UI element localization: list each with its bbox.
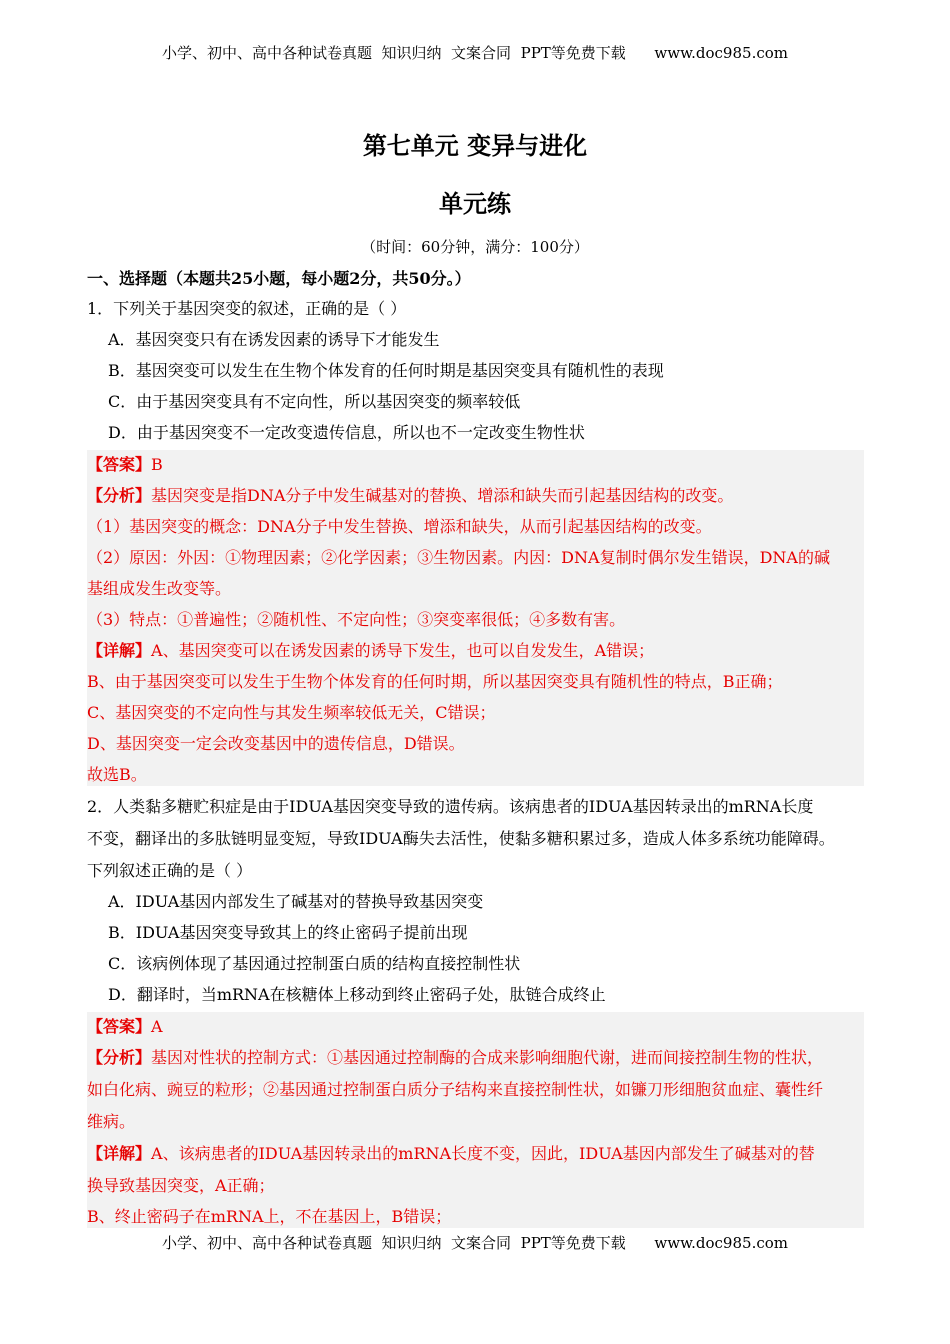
question-1-detail xyxy=(87,635,654,666)
question-2-stem-line-3: 下列叙述正确的是（ ） xyxy=(87,861,253,880)
analysis-line-3: 维病。 xyxy=(87,1112,136,1131)
question-1-option-b: B．基因突变可以发生在生物个体发育的任何时期是基因突变具有随机性的表现 xyxy=(108,361,664,380)
detail-label: 【详解】 xyxy=(87,1144,152,1163)
question-2-analysis xyxy=(87,1042,823,1073)
detail-line-b: B、由于基因突变可以发生于生物个体发育的任何时期，所以基因突变具有随机性的特点，B正确； xyxy=(87,672,783,691)
question-1-stem: 1．下列关于基因突变的叙述，正确的是（ ） xyxy=(87,299,407,318)
detail-line-3: B、终止密码子在mRNA上，不在基因上，B错误； xyxy=(87,1207,452,1226)
detail-conclusion: 故选B。 xyxy=(87,765,147,784)
answer-value: A xyxy=(151,1017,163,1036)
detail-line-d: D、基因突变一定会改变基因中的遗传信息，D错误。 xyxy=(87,734,465,753)
question-1-option-d: D．由于基因突变不一定改变遗传信息，所以也不一定改变生物性状 xyxy=(108,423,585,442)
detail-line-1: A、该病患者的IDUA基因转录出的mRNA长度不变，因此，IDUA基因内部发生了碱基对的替 xyxy=(151,1144,815,1163)
answer-label: 【答案】 xyxy=(87,455,152,474)
answer-value: B xyxy=(151,455,163,474)
question-2-option-c: C．该病例体现了基因通过控制蛋白质的结构直接控制性状 xyxy=(108,954,521,973)
analysis-point-1: （1）基因突变的概念：DNA分子中发生替换、增添和缺失，从而引起基因结构的改变。 xyxy=(87,517,712,536)
detail-label: 【详解】 xyxy=(87,641,152,660)
analysis-label: 【分析】 xyxy=(87,486,152,505)
detail-line-c: C、基因突变的不定向性与其发生频率较低无关，C错误； xyxy=(87,703,496,722)
detail-line-2: 换导致基因突变，A正确； xyxy=(87,1176,275,1195)
question-2-answer xyxy=(87,1011,163,1042)
question-1-option-a: A．基因突变只有在诱发因素的诱导下才能发生 xyxy=(108,330,440,349)
analysis-point-2: （2）原因：外因：①物理因素；②化学因素；③生物因素。内因：DNA复制时偶尔发生错误，DNA的碱 xyxy=(87,548,830,567)
analysis-line-2: 如白化病、豌豆的粒形；②基因通过控制蛋白质分子结构来直接控制性状，如镰刀形细胞贫血症、囊性纤 xyxy=(87,1080,824,1099)
analysis-label: 【分析】 xyxy=(87,1048,152,1067)
document-title: 第七单元 变异与进化 xyxy=(362,131,588,160)
question-1-option-c: C．由于基因突变具有不定向性，所以基因突变的频率较低 xyxy=(108,392,521,411)
question-1-analysis xyxy=(87,480,733,511)
section-heading: 一、选择题（本题共25小题，每小题2分，共50分。） xyxy=(87,269,471,288)
question-1-answer-box xyxy=(87,450,864,786)
question-2-option-a: A．IDUA基因内部发生了碱基对的替换导致基因突变 xyxy=(108,892,484,911)
detail-line-a: A、基因突变可以在诱发因素的诱导下发生，也可以自发发生，A错误； xyxy=(151,641,655,660)
question-2-answer-box xyxy=(87,1012,864,1228)
analysis-line-1: 基因对性状的控制方式：①基因通过控制酶的合成来影响细胞代谢，进而间接控制生物的性状， xyxy=(151,1048,824,1067)
document-subtitle: 单元练 xyxy=(439,189,511,218)
analysis-point-3: （3）特点：①普遍性；②随机性、不定向性；③突变率很低；④多数有害。 xyxy=(87,610,626,629)
analysis-point-2-cont: 基组成发生改变等。 xyxy=(87,579,232,598)
question-1-answer xyxy=(87,449,163,480)
question-2-stem-line-2: 不变，翻译出的多肽链明显变短，导致IDUA酶失去活性，使黏多糖积累过多，造成人体多系统功能障碍。 xyxy=(87,829,835,848)
answer-label: 【答案】 xyxy=(87,1017,152,1036)
question-2-stem-line-1: 2．人类黏多糖贮积症是由于IDUA基因突变导致的遗传病。该病患者的IDUA基因转录出的mRNA长度 xyxy=(87,797,814,816)
question-2-detail xyxy=(87,1138,815,1169)
question-2-option-d: D．翻译时，当mRNA在核糖体上移动到终止密码子处，肽链合成终止 xyxy=(108,985,606,1004)
time-info: （时间：60分钟，满分：100分） xyxy=(361,238,589,256)
analysis-text: 基因突变是指DNA分子中发生碱基对的替换、增添和缺失而引起基因结构的改变。 xyxy=(151,486,734,505)
page-footer: 小学、初中、高中各种试卷真题 知识归纳 文案合同 PPT等免费下载 www.doc985.com xyxy=(161,1234,788,1252)
question-2-option-b: B．IDUA基因突变导致其上的终止密码子提前出现 xyxy=(108,923,468,942)
page-header: 小学、初中、高中各种试卷真题 知识归纳 文案合同 PPT等免费下载 www.doc985.com xyxy=(161,44,788,62)
